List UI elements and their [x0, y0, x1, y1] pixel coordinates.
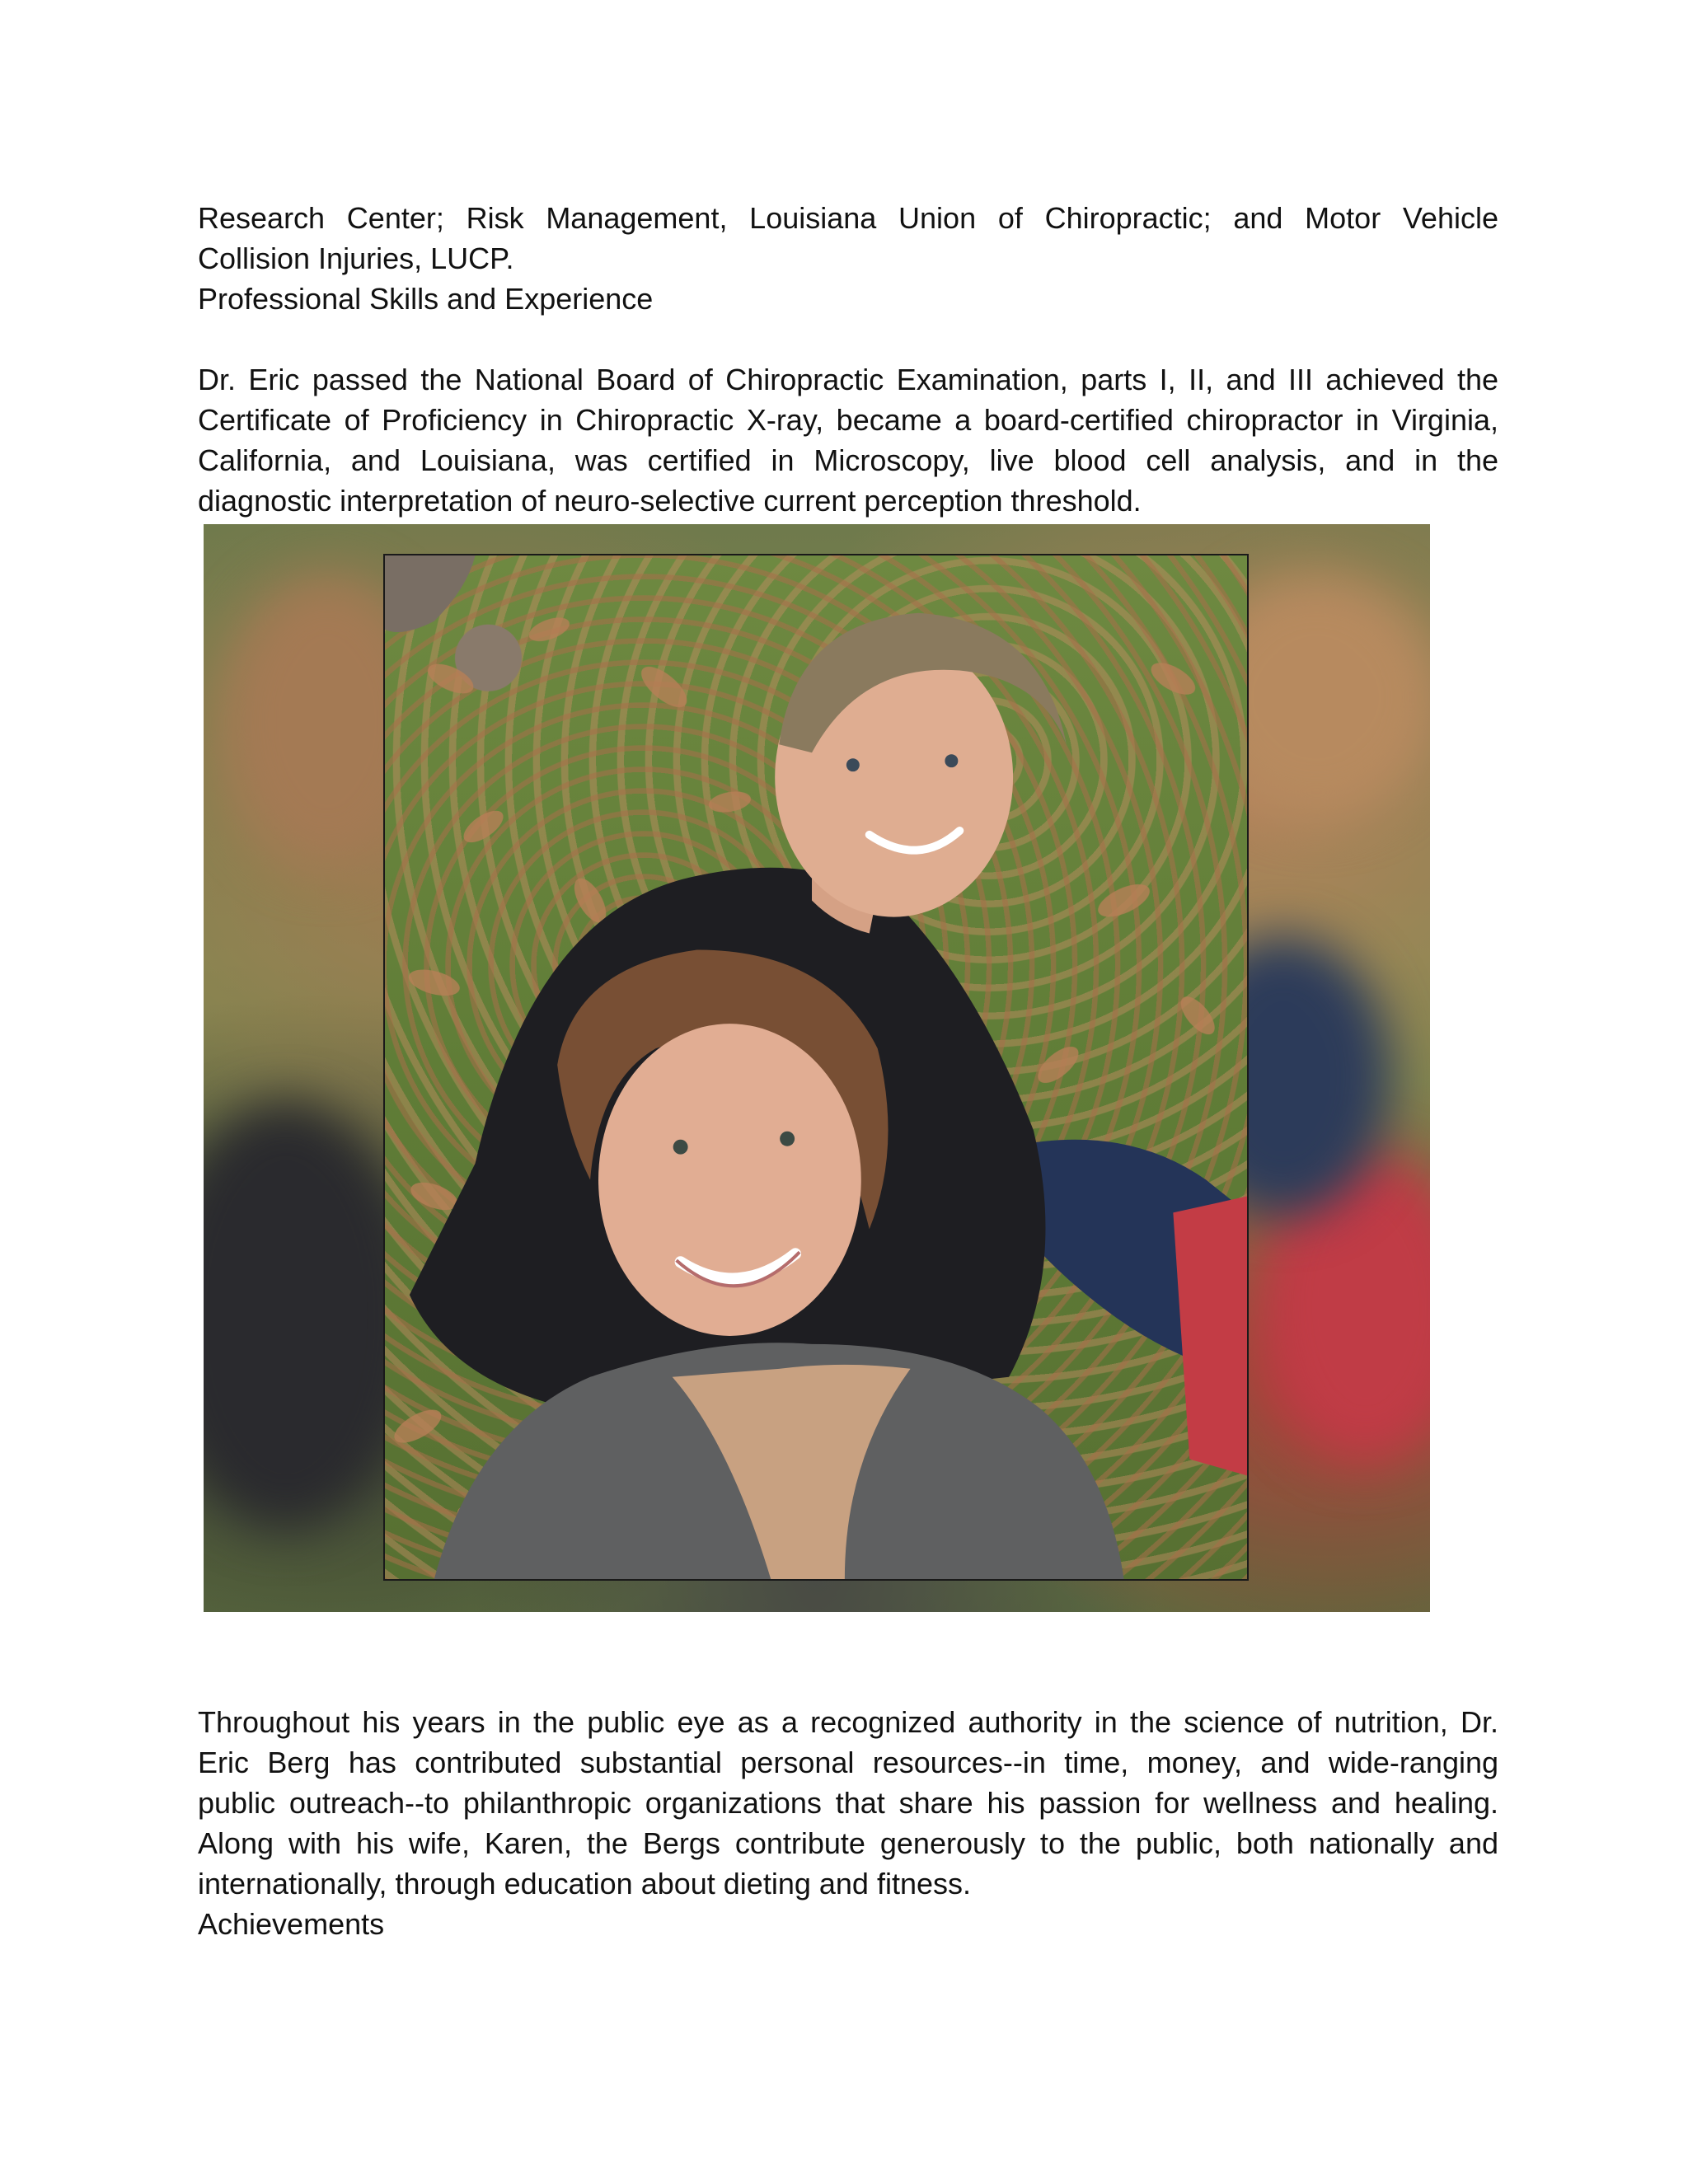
paragraph-affiliations [198, 198, 1498, 319]
paragraph-line: diagnostic interpretation of neuro-selective current perception threshold. [198, 484, 1142, 518]
paragraph-line: Dr. Eric passed the National Board of Chiropractic Examination, parts I, II, and III achieved the [198, 363, 1498, 396]
paragraph-credentials [198, 359, 1498, 521]
paragraph-line: Collision Injuries, LUCP. [198, 241, 514, 275]
couple-selfie-photo [383, 554, 1249, 1581]
section-heading-professional: Professional Skills and Experience [198, 282, 654, 316]
paragraph-line: Research Center; Risk Management, Louisiana Union of Chiropractic; and Motor Vehicle [198, 201, 1498, 235]
photo-blurred-background [204, 524, 1430, 1612]
paragraph-line: internationally, through education about dieting and fitness. [198, 1867, 971, 1900]
paragraph-line: public outreach--to philanthropic organizations that share his passion for wellness and healing. [198, 1786, 1498, 1820]
section-heading-achievements: Achievements [198, 1907, 385, 1941]
paragraph-line: Certificate of Proficiency in Chiropractic X-ray, became a board-certified chiropractor in Virginia, [198, 403, 1498, 437]
photo-illustration [385, 555, 1247, 1579]
paragraph-line: California, and Louisiana, was certified in Microscopy, live blood cell analysis, and in the [198, 443, 1498, 477]
paragraph-philanthropy [198, 1702, 1498, 1944]
paragraph-line: Throughout his years in the public eye as a recognized authority in the science of nutrition, Dr. [198, 1705, 1498, 1739]
paragraph-line: Eric Berg has contributed substantial personal resources--in time, money, and wide-ranging [198, 1746, 1498, 1779]
paragraph-line: Along with his wife, Karen, the Bergs contribute generously to the public, both nationally and [198, 1826, 1498, 1860]
